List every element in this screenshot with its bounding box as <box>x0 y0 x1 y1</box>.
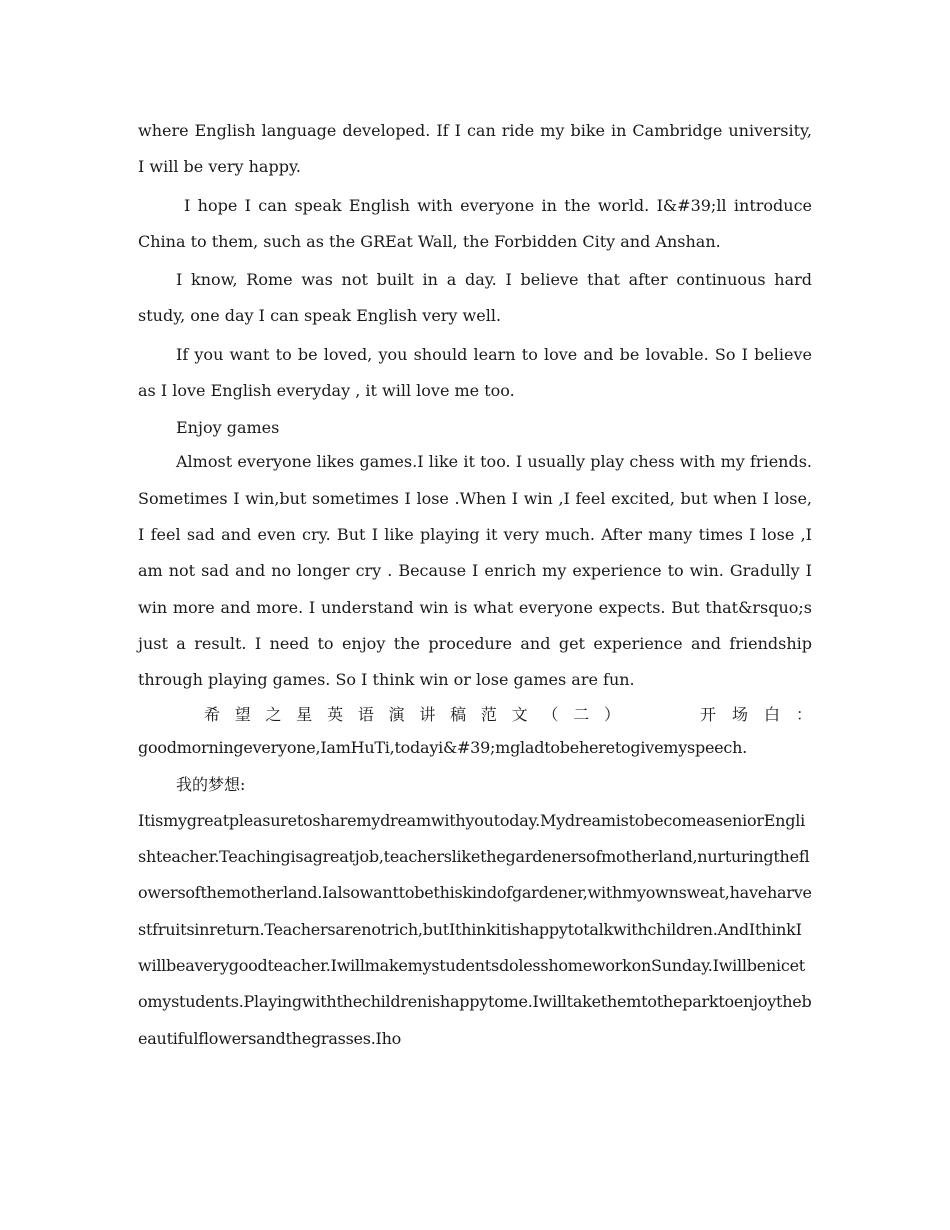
speech-greeting: goodmorningeveryone,IamHuTi,todayi&#39;mgladtobeheretogivemyspeech. <box>138 738 747 758</box>
speech-title-line <box>138 700 812 730</box>
document-body <box>138 113 812 1057</box>
speech-title: 希 望 之 星 英 语 演 讲 稿 范 文 （ 二 ） <box>204 705 620 725</box>
paragraph-loved: If you want to be loved, you should learn to love and be lovable. So I believe as I love English everyday , it will love me too. <box>138 344 812 401</box>
paragraph-games: Almost everyone likes games.I like it too. I usually play chess with my friends. Sometimes I win,but sometimes I lose .When I win ,I feel excited, but when I lose, I feel sad and even cry. But I like playing it very much. After many times I lose ,I am not sad and no longer cry . Because I enrich my experience to win. Gradully I win more and more. I understand win is what everyone expects. But that&rsquo;s just a result. I need to enjoy the procedure and get experience and friendship through playing games. So I think win or lose games are fun. <box>138 452 812 690</box>
paragraph-cambridge: where English language developed. If I can ride my bike in Cambridge university, I will be very happy. <box>138 121 812 177</box>
dream-paragraph: Itismygreatpleasuretosharemydreamwithyoutoday.MydreamistobecomeaseniorEnglishteacher.Teachingisagreatjob,teacherslikethegardenersofmotherland,nurturingtheflowersofthemotherland.Ialsowanttobethiskindofgardener,withmyownsweat,haveharvestfruitsinreturn.Teachersarenotrich,butIthinkitishappytotalkwithchildren.AndIthinkIwillbeaverygoodteacher.IwillmakemystudentsdolesshomeworkonSunday.Iwillbenicetomystudents.Playingwiththechildrenishappytome.Iwilltakethemtotheparktoenjoythebeautifulflowersandthegrasses.Iho <box>138 810 812 1048</box>
section-heading-enjoy-games: Enjoy games <box>176 418 280 438</box>
dream-label: 我的梦想: <box>176 774 246 794</box>
paragraph-speak-english: I hope I can speak English with everyone in the world. I&#39;ll introduce China to them, such as the GREat Wall, the Forbidden City and Anshan. <box>138 195 812 251</box>
paragraph-rome: I know, Rome was not built in a day. I believe that after continuous hard study, one day I can speak English very well. <box>138 270 812 326</box>
opening-remarks-label: 开 场 白 ： <box>700 705 812 725</box>
